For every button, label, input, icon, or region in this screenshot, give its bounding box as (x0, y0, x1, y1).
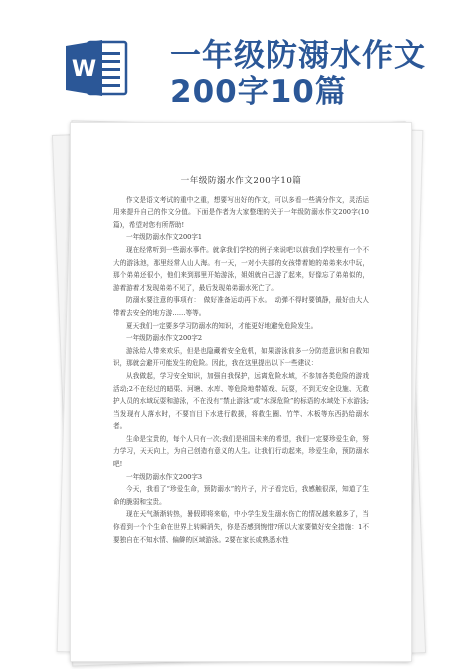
document-page (70, 122, 412, 662)
document-title: 一年级防溺水作文200字10篇 (180, 176, 302, 186)
header-banner (0, 0, 474, 120)
body-paragraph: 作文是语文考试的重中之重，想要写出好的作文，可以多看一些满分作文，灵活运用来提升自己的作文分值。下面是作者为大家整理的关于一年级防溺水作文200字(10篇)，希望对您有所帮助! (113, 195, 369, 229)
word-document-icon (64, 36, 130, 100)
document-body (113, 194, 369, 547)
body-paragraph: 今天，我看了“珍爱生命，预防溺水”的片子，片子看完后，我感触很深，知道了生命的脆弱和宝贵。 (113, 485, 369, 506)
section-heading: 一年级防溺水作文200字2 (126, 334, 203, 343)
svg-text:W: W (71, 57, 97, 82)
banner-title-line2: 200字10篇 (170, 74, 347, 110)
section-heading: 一年级防溺水作文200字1 (126, 233, 203, 242)
body-paragraph: 夏天我们一定要多学习防溺水的知识，才能更好地避免危险发生。 (126, 321, 318, 330)
body-paragraph: 现在天气渐渐转热，暑假即将来临，中小学生发生溺水伤亡的情况越来越多了，当你看到一个个生命在世界上转瞬消失，你是否感到惋惜?所以大家要做好安全措施：1不要独自在不知水情、偏僻的区域游泳。2要在家长或熟悉水性 (113, 510, 369, 544)
section-heading: 一年级防溺水作文200字3 (126, 472, 203, 481)
body-paragraph: 防溺水要注意的事项有： 做好准备运动再下水。 动弹不得时要镇静，最好由大人带着去安全的地方游……等等。 (113, 296, 369, 317)
body-paragraph: 从我做起，学习安全知识，加强自我保护，远离危险水域，不参加各类危险的游戏活动;2不在经过的暗渠、河塘、水库、等危险地带嬉戏、玩耍，不到无安全设施、无救护人员的水域玩耍和游泳，不在没有“禁止游泳”或“水深危险”的标语的水域处下水游泳;当发现有人落水时，不要盲目下水进行救援，将救生圈、竹竿、木板等东西扔给溺水者。 (113, 371, 369, 431)
body-paragraph: 现在经常听到一些溺水事件。就拿我们学校的例子来说吧!以前我们学校里有一个不大的游泳池，那里经常人山人海。有一天，一对小夫部的女孩带着她的弟弟来水中玩，那个弟弟还很小，他们来到那里开始游泳，姐姐就自己游了起来，好像忘了弟弟似的，游着游着才发现弟弟不见了，最后发现弟弟溺水死亡了。 (113, 245, 369, 292)
banner-title-line1: 一年级防溺水作文 (170, 38, 426, 74)
document-content (113, 175, 369, 546)
body-paragraph: 生命是宝贵的，每个人只有一次;我们是祖国未来的希望，我们一定要珍爱生命，努力学习，天天向上，为自己创造有意义的人生。让我们行动起来，珍爱生命，预防溺水吧! (113, 434, 369, 469)
body-paragraph: 游泳给人带来欢乐，但是也隐藏着安全危机，如果游泳前多一分防范意识和自救知识，那就会避开可能发生的危险。因此，我在这里提出以下一些建议： (113, 346, 369, 368)
